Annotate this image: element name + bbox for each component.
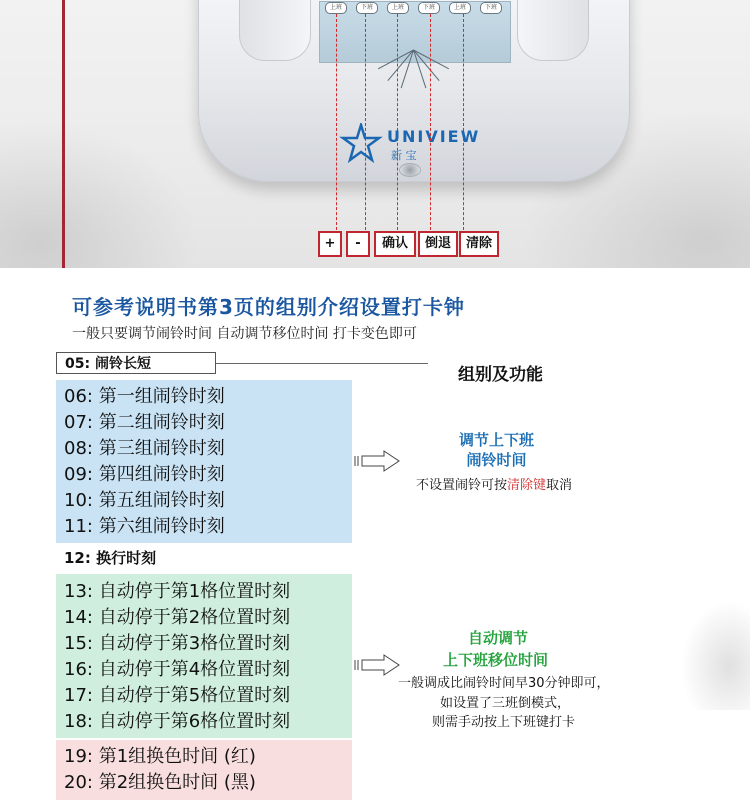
- alarm-note-title: [459, 430, 534, 470]
- group-12-row: 12: 换行时刻: [64, 549, 157, 567]
- plus-button-label: +: [318, 231, 342, 257]
- shift-note-line3: 一般调成比闹铃时间早30分钟即可，: [398, 676, 610, 691]
- product-photo: [0, 0, 750, 268]
- device-key: 上班: [325, 2, 347, 14]
- shift-note-line2: 上下班移位时间: [443, 651, 549, 669]
- alarm-note-line1: 调节上下班: [459, 431, 535, 449]
- alarm-groups-block: [56, 380, 352, 543]
- brand-logo-sub: 新 宝: [391, 149, 417, 162]
- device-sensor-hole: [399, 163, 421, 177]
- alarm-note-text-a: 不设置闹铃可按: [416, 478, 508, 493]
- confirm-button-label: 确认: [374, 231, 416, 257]
- right-arrow-icon: [354, 654, 400, 676]
- section-subtitle: 一般只要调节闹铃时间 自动调节移位时间 打卡变色即可: [72, 326, 417, 342]
- clear-button-label: 清除: [459, 231, 499, 257]
- list-item: 13: 自动停于第1格位置时刻: [64, 581, 291, 602]
- shift-note-line5: 则需手动按上下班键打卡: [432, 715, 576, 730]
- group-05-divider: [216, 363, 428, 364]
- alarm-note-line2: 闹铃时间: [466, 451, 527, 469]
- shift-note-line1: 自动调节: [468, 629, 529, 647]
- clear-key-highlight: 清除键: [507, 478, 547, 493]
- back-button-label: 倒退: [418, 231, 458, 257]
- device-arm-right: [517, 0, 589, 61]
- list-item: 08: 第三组闹铃时刻: [64, 438, 225, 459]
- group-05-row: 05: 闹铃长短: [56, 352, 216, 374]
- device-key: 下班: [356, 2, 378, 14]
- color-change-block: [56, 740, 352, 800]
- list-item: 19: 第1组换色时间 (红): [64, 746, 256, 767]
- device-key: 下班: [480, 2, 502, 14]
- ink-boat-decoration: [680, 600, 750, 710]
- red-accent-line: [62, 0, 65, 268]
- alarm-note-text: [416, 474, 572, 493]
- list-item: 11: 第六组闹铃时刻: [64, 516, 225, 537]
- guide-line: [430, 14, 431, 230]
- guide-line: [365, 14, 366, 230]
- list-item: 16: 自动停于第4格位置时刻: [64, 659, 291, 680]
- shift-position-block: [56, 574, 352, 738]
- minus-button-label: -: [346, 231, 370, 257]
- star-logo-icon: [339, 123, 383, 163]
- list-item: 15: 自动停于第3格位置时刻: [64, 633, 291, 654]
- device-key: 下班: [418, 2, 440, 14]
- list-item: 14: 自动停于第2格位置时刻: [64, 607, 291, 628]
- brand-logo-text: UNIVIEW: [387, 127, 481, 146]
- list-item: 17: 自动停于第5格位置时刻: [64, 685, 291, 706]
- time-clock-device: [198, 0, 630, 182]
- shift-note-line4: 如设置了三班倒模式，: [440, 696, 571, 711]
- list-item: 18: 自动停于第6格位置时刻: [64, 711, 291, 732]
- functions-title: 组别及功能: [458, 365, 543, 385]
- guide-line: [336, 14, 337, 230]
- guide-line: [463, 14, 464, 230]
- list-item: 09: 第四组闹铃时刻: [64, 464, 225, 485]
- alarm-note-text-c: 取消: [546, 478, 573, 493]
- list-item: 06: 第一组闹铃时刻: [64, 386, 225, 407]
- list-item: 20: 第2组换色时间 (黑): [64, 772, 256, 793]
- ink-landscape-left: [0, 120, 200, 268]
- list-item: 07: 第二组闹铃时刻: [64, 412, 225, 433]
- list-item: 10: 第五组闹铃时刻: [64, 490, 225, 511]
- device-key: 上班: [387, 2, 409, 14]
- device-key: 上班: [449, 2, 471, 14]
- device-arm-left: [239, 0, 311, 61]
- brand-logo: [339, 123, 479, 163]
- section-title: 可参考说明书第3页的组别介绍设置打卡钟: [72, 295, 465, 319]
- right-arrow-icon: [354, 450, 400, 472]
- guide-line: [397, 14, 398, 230]
